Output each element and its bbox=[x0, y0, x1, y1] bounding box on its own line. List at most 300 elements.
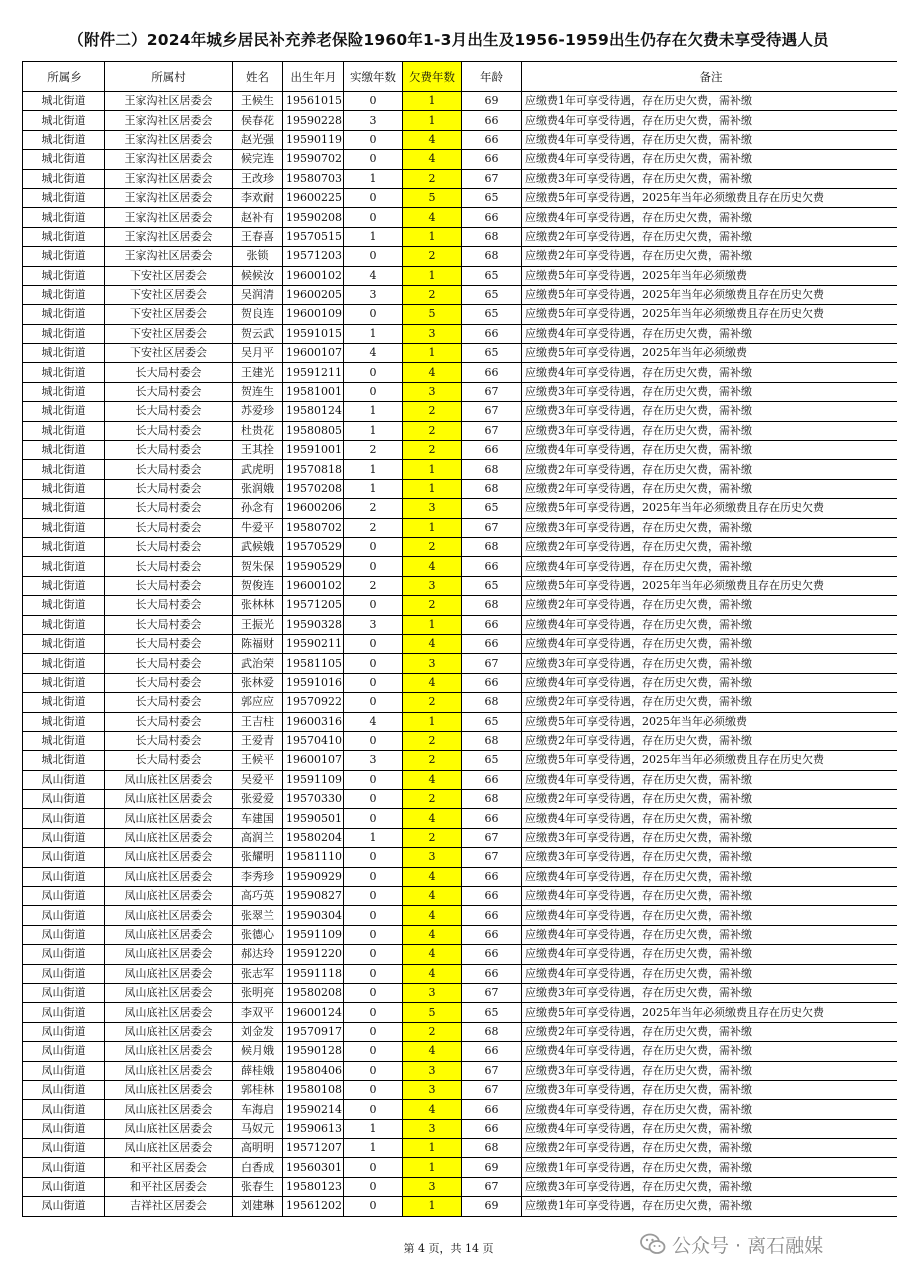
paid-years-cell: 3 bbox=[344, 285, 403, 304]
township-cell: 城北街道 bbox=[23, 363, 105, 382]
village-cell: 长大局村委会 bbox=[105, 557, 233, 576]
birth-cell: 19580703 bbox=[283, 169, 344, 188]
paid-years-cell: 0 bbox=[344, 92, 403, 111]
owed-years-cell: 3 bbox=[403, 382, 462, 401]
birth-cell: 19600205 bbox=[283, 285, 344, 304]
remarks-cell: 应缴费3年可享受待遇，存在历史欠费，需补缴 bbox=[522, 402, 897, 421]
birth-cell: 19571203 bbox=[283, 247, 344, 266]
table-row bbox=[23, 654, 897, 673]
table-row bbox=[23, 964, 897, 983]
age-cell: 65 bbox=[462, 712, 522, 731]
name-cell: 张明亮 bbox=[233, 983, 283, 1002]
table-row bbox=[23, 92, 897, 111]
township-cell: 城北街道 bbox=[23, 479, 105, 498]
name-cell: 王候平 bbox=[233, 751, 283, 770]
township-cell: 城北街道 bbox=[23, 712, 105, 731]
birth-cell: 19581001 bbox=[283, 382, 344, 401]
birth-cell: 19570818 bbox=[283, 460, 344, 479]
remarks-cell: 应缴费3年可享受待遇，存在历史欠费，需补缴 bbox=[522, 1177, 897, 1196]
remarks-cell: 应缴费2年可享受待遇，存在历史欠费，需补缴 bbox=[522, 537, 897, 556]
village-cell: 王家沟社区居委会 bbox=[105, 92, 233, 111]
name-cell: 贺良连 bbox=[233, 305, 283, 324]
township-cell: 城北街道 bbox=[23, 227, 105, 246]
birth-cell: 19590529 bbox=[283, 557, 344, 576]
owed-years-cell: 1 bbox=[403, 460, 462, 479]
owed-years-cell: 2 bbox=[403, 421, 462, 440]
owed-years-cell: 1 bbox=[403, 266, 462, 285]
age-cell: 68 bbox=[462, 460, 522, 479]
village-cell: 下安社区居委会 bbox=[105, 305, 233, 324]
birth-cell: 19591220 bbox=[283, 945, 344, 964]
birth-cell: 19590827 bbox=[283, 887, 344, 906]
remarks-cell: 应缴费1年可享受待遇，存在历史欠费，需补缴 bbox=[522, 1158, 897, 1177]
birth-cell: 19580124 bbox=[283, 402, 344, 421]
name-cell: 张志军 bbox=[233, 964, 283, 983]
paid-years-cell: 1 bbox=[344, 227, 403, 246]
table-row bbox=[23, 227, 897, 246]
remarks-cell: 应缴费4年可享受待遇，存在历史欠费，需补缴 bbox=[522, 887, 897, 906]
table-row bbox=[23, 673, 897, 692]
paid-years-cell: 0 bbox=[344, 731, 403, 750]
paid-years-cell: 0 bbox=[344, 654, 403, 673]
township-cell: 凤山街道 bbox=[23, 1197, 105, 1216]
age-cell: 67 bbox=[462, 518, 522, 537]
remarks-cell: 应缴费4年可享受待遇，存在历史欠费，需补缴 bbox=[522, 557, 897, 576]
age-cell: 66 bbox=[462, 964, 522, 983]
village-cell: 凤山底社区居委会 bbox=[105, 1003, 233, 1022]
village-cell: 王家沟社区居委会 bbox=[105, 208, 233, 227]
header-age: 年龄 bbox=[462, 62, 522, 92]
remarks-cell: 应缴费2年可享受待遇，存在历史欠费，需补缴 bbox=[522, 247, 897, 266]
township-cell: 凤山街道 bbox=[23, 848, 105, 867]
remarks-cell: 应缴费3年可享受待遇，存在历史欠费，需补缴 bbox=[522, 983, 897, 1002]
township-cell: 凤山街道 bbox=[23, 1158, 105, 1177]
village-cell: 王家沟社区居委会 bbox=[105, 227, 233, 246]
table-row bbox=[23, 324, 897, 343]
owed-years-cell: 1 bbox=[403, 111, 462, 130]
table-row bbox=[23, 150, 897, 169]
age-cell: 66 bbox=[462, 150, 522, 169]
township-cell: 城北街道 bbox=[23, 499, 105, 518]
township-cell: 城北街道 bbox=[23, 188, 105, 207]
name-cell: 王其拴 bbox=[233, 441, 283, 460]
remarks-cell: 应缴费2年可享受待遇，存在历史欠费，需补缴 bbox=[522, 227, 897, 246]
village-cell: 长大局村委会 bbox=[105, 499, 233, 518]
table-row bbox=[23, 441, 897, 460]
remarks-cell: 应缴费4年可享受待遇，存在历史欠费，需补缴 bbox=[522, 634, 897, 653]
age-cell: 68 bbox=[462, 247, 522, 266]
name-cell: 杜贵花 bbox=[233, 421, 283, 440]
owed-years-cell: 4 bbox=[403, 770, 462, 789]
header-paid-years: 实缴年数 bbox=[344, 62, 403, 92]
village-cell: 凤山底社区居委会 bbox=[105, 1080, 233, 1099]
age-cell: 66 bbox=[462, 208, 522, 227]
owed-years-cell: 5 bbox=[403, 1003, 462, 1022]
name-cell: 赵补有 bbox=[233, 208, 283, 227]
table-row bbox=[23, 867, 897, 886]
table-row bbox=[23, 557, 897, 576]
name-cell: 车建国 bbox=[233, 809, 283, 828]
name-cell: 吴月平 bbox=[233, 344, 283, 363]
township-cell: 凤山街道 bbox=[23, 1177, 105, 1196]
age-cell: 66 bbox=[462, 887, 522, 906]
township-cell: 城北街道 bbox=[23, 324, 105, 343]
header-birth: 出生年月 bbox=[283, 62, 344, 92]
birth-cell: 19570410 bbox=[283, 731, 344, 750]
table-row bbox=[23, 111, 897, 130]
birth-cell: 19591015 bbox=[283, 324, 344, 343]
age-cell: 65 bbox=[462, 576, 522, 595]
township-cell: 城北街道 bbox=[23, 460, 105, 479]
birth-cell: 19600225 bbox=[283, 188, 344, 207]
township-cell: 城北街道 bbox=[23, 208, 105, 227]
name-cell: 白香成 bbox=[233, 1158, 283, 1177]
owed-years-cell: 4 bbox=[403, 150, 462, 169]
paid-years-cell: 0 bbox=[344, 130, 403, 149]
remarks-cell: 应缴费5年可享受待遇，2025年当年必须缴费 bbox=[522, 344, 897, 363]
owed-years-cell: 2 bbox=[403, 537, 462, 556]
table-row bbox=[23, 945, 897, 964]
village-cell: 吉祥社区居委会 bbox=[105, 1197, 233, 1216]
remarks-cell: 应缴费4年可享受待遇，存在历史欠费，需补缴 bbox=[522, 945, 897, 964]
table-row bbox=[23, 809, 897, 828]
table-header-row bbox=[23, 62, 897, 92]
age-cell: 66 bbox=[462, 324, 522, 343]
paid-years-cell: 3 bbox=[344, 615, 403, 634]
age-cell: 66 bbox=[462, 130, 522, 149]
name-cell: 张春生 bbox=[233, 1177, 283, 1196]
table-row bbox=[23, 770, 897, 789]
village-cell: 凤山底社区居委会 bbox=[105, 770, 233, 789]
township-cell: 城北街道 bbox=[23, 557, 105, 576]
watermark-text: 公众号 · 离石融媒 bbox=[672, 1234, 824, 1257]
paid-years-cell: 2 bbox=[344, 576, 403, 595]
village-cell: 凤山底社区居委会 bbox=[105, 887, 233, 906]
name-cell: 张耀明 bbox=[233, 848, 283, 867]
township-cell: 城北街道 bbox=[23, 150, 105, 169]
owed-years-cell: 3 bbox=[403, 1119, 462, 1138]
township-cell: 城北街道 bbox=[23, 344, 105, 363]
age-cell: 66 bbox=[462, 615, 522, 634]
table-row bbox=[23, 208, 897, 227]
age-cell: 66 bbox=[462, 867, 522, 886]
remarks-cell: 应缴费2年可享受待遇，存在历史欠费，需补缴 bbox=[522, 693, 897, 712]
owed-years-cell: 1 bbox=[403, 1158, 462, 1177]
owed-years-cell: 2 bbox=[403, 441, 462, 460]
age-cell: 67 bbox=[462, 169, 522, 188]
township-cell: 城北街道 bbox=[23, 518, 105, 537]
birth-cell: 19580805 bbox=[283, 421, 344, 440]
age-cell: 67 bbox=[462, 382, 522, 401]
remarks-cell: 应缴费5年可享受待遇，2025年当年必须缴费且存在历史欠费 bbox=[522, 751, 897, 770]
table-row bbox=[23, 382, 897, 401]
village-cell: 下安社区居委会 bbox=[105, 324, 233, 343]
village-cell: 长大局村委会 bbox=[105, 441, 233, 460]
village-cell: 下安社区居委会 bbox=[105, 285, 233, 304]
birth-cell: 19590328 bbox=[283, 615, 344, 634]
remarks-cell: 应缴费4年可享受待遇，存在历史欠费，需补缴 bbox=[522, 130, 897, 149]
header-owed-years: 欠费年数 bbox=[403, 62, 462, 92]
table-row bbox=[23, 421, 897, 440]
age-cell: 68 bbox=[462, 731, 522, 750]
table-row bbox=[23, 1119, 897, 1138]
age-cell: 68 bbox=[462, 790, 522, 809]
owed-years-cell: 3 bbox=[403, 1061, 462, 1080]
township-cell: 凤山街道 bbox=[23, 867, 105, 886]
paid-years-cell: 1 bbox=[344, 421, 403, 440]
township-cell: 城北街道 bbox=[23, 731, 105, 750]
birth-cell: 19591016 bbox=[283, 673, 344, 692]
paid-years-cell: 0 bbox=[344, 693, 403, 712]
birth-cell: 19590208 bbox=[283, 208, 344, 227]
name-cell: 张锁 bbox=[233, 247, 283, 266]
name-cell: 王候生 bbox=[233, 92, 283, 111]
birth-cell: 19590119 bbox=[283, 130, 344, 149]
owed-years-cell: 4 bbox=[403, 634, 462, 653]
owed-years-cell: 4 bbox=[403, 945, 462, 964]
village-cell: 凤山底社区居委会 bbox=[105, 964, 233, 983]
owed-years-cell: 1 bbox=[403, 344, 462, 363]
age-cell: 68 bbox=[462, 227, 522, 246]
village-cell: 长大局村委会 bbox=[105, 460, 233, 479]
age-cell: 67 bbox=[462, 1080, 522, 1099]
birth-cell: 19600109 bbox=[283, 305, 344, 324]
table-row bbox=[23, 305, 897, 324]
name-cell: 贺连生 bbox=[233, 382, 283, 401]
township-cell: 凤山街道 bbox=[23, 925, 105, 944]
birth-cell: 19581105 bbox=[283, 654, 344, 673]
name-cell: 吴爱平 bbox=[233, 770, 283, 789]
age-cell: 67 bbox=[462, 848, 522, 867]
remarks-cell: 应缴费5年可享受待遇，2025年当年必须缴费 bbox=[522, 266, 897, 285]
table-row bbox=[23, 344, 897, 363]
owed-years-cell: 3 bbox=[403, 324, 462, 343]
township-cell: 城北街道 bbox=[23, 634, 105, 653]
township-cell: 凤山街道 bbox=[23, 809, 105, 828]
age-cell: 67 bbox=[462, 1061, 522, 1080]
remarks-cell: 应缴费3年可享受待遇，存在历史欠费，需补缴 bbox=[522, 828, 897, 847]
paid-years-cell: 0 bbox=[344, 945, 403, 964]
owed-years-cell: 5 bbox=[403, 305, 462, 324]
owed-years-cell: 3 bbox=[403, 576, 462, 595]
name-cell: 高巧英 bbox=[233, 887, 283, 906]
table-row bbox=[23, 518, 897, 537]
birth-cell: 19590228 bbox=[283, 111, 344, 130]
birth-cell: 19580208 bbox=[283, 983, 344, 1002]
table-row bbox=[23, 828, 897, 847]
village-cell: 长大局村委会 bbox=[105, 518, 233, 537]
name-cell: 侯春花 bbox=[233, 111, 283, 130]
township-cell: 城北街道 bbox=[23, 421, 105, 440]
birth-cell: 19570208 bbox=[283, 479, 344, 498]
village-cell: 长大局村委会 bbox=[105, 673, 233, 692]
table-row bbox=[23, 1177, 897, 1196]
table-row bbox=[23, 130, 897, 149]
township-cell: 凤山街道 bbox=[23, 1100, 105, 1119]
table-row bbox=[23, 576, 897, 595]
birth-cell: 19600107 bbox=[283, 344, 344, 363]
age-cell: 65 bbox=[462, 499, 522, 518]
township-cell: 城北街道 bbox=[23, 441, 105, 460]
township-cell: 城北街道 bbox=[23, 751, 105, 770]
remarks-cell: 应缴费3年可享受待遇，存在历史欠费，需补缴 bbox=[522, 169, 897, 188]
township-cell: 凤山街道 bbox=[23, 906, 105, 925]
remarks-cell: 应缴费5年可享受待遇，2025年当年必须缴费 bbox=[522, 712, 897, 731]
name-cell: 贺云武 bbox=[233, 324, 283, 343]
name-cell: 郭桂林 bbox=[233, 1080, 283, 1099]
age-cell: 66 bbox=[462, 634, 522, 653]
birth-cell: 19590501 bbox=[283, 809, 344, 828]
paid-years-cell: 0 bbox=[344, 1197, 403, 1216]
name-cell: 候候汝 bbox=[233, 266, 283, 285]
owed-years-cell: 4 bbox=[403, 867, 462, 886]
birth-cell: 19570529 bbox=[283, 537, 344, 556]
table-row bbox=[23, 499, 897, 518]
remarks-cell: 应缴费3年可享受待遇，存在历史欠费，需补缴 bbox=[522, 518, 897, 537]
owed-years-cell: 4 bbox=[403, 887, 462, 906]
owed-years-cell: 3 bbox=[403, 1080, 462, 1099]
owed-years-cell: 3 bbox=[403, 499, 462, 518]
remarks-cell: 应缴费4年可享受待遇，存在历史欠费，需补缴 bbox=[522, 208, 897, 227]
owed-years-cell: 3 bbox=[403, 654, 462, 673]
remarks-cell: 应缴费2年可享受待遇，存在历史欠费，需补缴 bbox=[522, 1139, 897, 1158]
age-cell: 65 bbox=[462, 751, 522, 770]
township-cell: 城北街道 bbox=[23, 305, 105, 324]
village-cell: 凤山底社区居委会 bbox=[105, 945, 233, 964]
owed-years-cell: 2 bbox=[403, 693, 462, 712]
paid-years-cell: 0 bbox=[344, 1061, 403, 1080]
paid-years-cell: 0 bbox=[344, 537, 403, 556]
table-row bbox=[23, 537, 897, 556]
township-cell: 城北街道 bbox=[23, 615, 105, 634]
age-cell: 65 bbox=[462, 344, 522, 363]
owed-years-cell: 4 bbox=[403, 208, 462, 227]
owed-years-cell: 4 bbox=[403, 906, 462, 925]
owed-years-cell: 2 bbox=[403, 828, 462, 847]
table-row bbox=[23, 693, 897, 712]
table-row bbox=[23, 751, 897, 770]
paid-years-cell: 0 bbox=[344, 1177, 403, 1196]
table-row bbox=[23, 983, 897, 1002]
age-cell: 67 bbox=[462, 654, 522, 673]
table-row bbox=[23, 169, 897, 188]
age-cell: 66 bbox=[462, 809, 522, 828]
owed-years-cell: 4 bbox=[403, 964, 462, 983]
paid-years-cell: 0 bbox=[344, 150, 403, 169]
table-row bbox=[23, 285, 897, 304]
remarks-cell: 应缴费3年可享受待遇，存在历史欠费，需补缴 bbox=[522, 1080, 897, 1099]
table-row bbox=[23, 1158, 897, 1177]
paid-years-cell: 1 bbox=[344, 1119, 403, 1138]
name-cell: 吴润清 bbox=[233, 285, 283, 304]
name-cell: 郭应应 bbox=[233, 693, 283, 712]
age-cell: 66 bbox=[462, 363, 522, 382]
remarks-cell: 应缴费4年可享受待遇，存在历史欠费，需补缴 bbox=[522, 1119, 897, 1138]
birth-cell: 19600102 bbox=[283, 266, 344, 285]
remarks-cell: 应缴费4年可享受待遇，存在历史欠费，需补缴 bbox=[522, 964, 897, 983]
village-cell: 王家沟社区居委会 bbox=[105, 169, 233, 188]
remarks-cell: 应缴费5年可享受待遇，2025年当年必须缴费且存在历史欠费 bbox=[522, 499, 897, 518]
name-cell: 候完连 bbox=[233, 150, 283, 169]
village-cell: 凤山底社区居委会 bbox=[105, 809, 233, 828]
name-cell: 张林林 bbox=[233, 596, 283, 615]
name-cell: 李秀珍 bbox=[233, 867, 283, 886]
owed-years-cell: 1 bbox=[403, 92, 462, 111]
village-cell: 长大局村委会 bbox=[105, 693, 233, 712]
remarks-cell: 应缴费4年可享受待遇，存在历史欠费，需补缴 bbox=[522, 1042, 897, 1061]
name-cell: 贺俊连 bbox=[233, 576, 283, 595]
age-cell: 66 bbox=[462, 770, 522, 789]
remarks-cell: 应缴费4年可享受待遇，存在历史欠费，需补缴 bbox=[522, 770, 897, 789]
paid-years-cell: 0 bbox=[344, 848, 403, 867]
paid-years-cell: 0 bbox=[344, 1100, 403, 1119]
name-cell: 张林爱 bbox=[233, 673, 283, 692]
paid-years-cell: 0 bbox=[344, 673, 403, 692]
township-cell: 城北街道 bbox=[23, 537, 105, 556]
village-cell: 长大局村委会 bbox=[105, 382, 233, 401]
paid-years-cell: 1 bbox=[344, 169, 403, 188]
header-village: 所属村 bbox=[105, 62, 233, 92]
birth-cell: 19600102 bbox=[283, 576, 344, 595]
owed-years-cell: 1 bbox=[403, 479, 462, 498]
township-cell: 城北街道 bbox=[23, 693, 105, 712]
paid-years-cell: 0 bbox=[344, 964, 403, 983]
table-row bbox=[23, 634, 897, 653]
table-row bbox=[23, 1197, 897, 1216]
name-cell: 王振光 bbox=[233, 615, 283, 634]
paid-years-cell: 0 bbox=[344, 596, 403, 615]
age-cell: 66 bbox=[462, 441, 522, 460]
header-remarks: 备注 bbox=[522, 62, 897, 92]
name-cell: 高明明 bbox=[233, 1139, 283, 1158]
age-cell: 68 bbox=[462, 1139, 522, 1158]
birth-cell: 19591109 bbox=[283, 770, 344, 789]
paid-years-cell: 0 bbox=[344, 382, 403, 401]
village-cell: 凤山底社区居委会 bbox=[105, 1139, 233, 1158]
paid-years-cell: 0 bbox=[344, 305, 403, 324]
township-cell: 凤山街道 bbox=[23, 887, 105, 906]
owed-years-cell: 4 bbox=[403, 557, 462, 576]
birth-cell: 19590613 bbox=[283, 1119, 344, 1138]
name-cell: 武治荣 bbox=[233, 654, 283, 673]
township-cell: 凤山街道 bbox=[23, 1139, 105, 1158]
table-row bbox=[23, 712, 897, 731]
paid-years-cell: 4 bbox=[344, 344, 403, 363]
remarks-cell: 应缴费2年可享受待遇，存在历史欠费，需补缴 bbox=[522, 790, 897, 809]
remarks-cell: 应缴费3年可享受待遇，存在历史欠费，需补缴 bbox=[522, 382, 897, 401]
remarks-cell: 应缴费3年可享受待遇，存在历史欠费，需补缴 bbox=[522, 421, 897, 440]
village-cell: 凤山底社区居委会 bbox=[105, 848, 233, 867]
paid-years-cell: 0 bbox=[344, 790, 403, 809]
table-row bbox=[23, 615, 897, 634]
age-cell: 66 bbox=[462, 557, 522, 576]
village-cell: 长大局村委会 bbox=[105, 751, 233, 770]
village-cell: 下安社区居委会 bbox=[105, 344, 233, 363]
age-cell: 68 bbox=[462, 1022, 522, 1041]
name-cell: 张润娥 bbox=[233, 479, 283, 498]
owed-years-cell: 1 bbox=[403, 1197, 462, 1216]
township-cell: 凤山街道 bbox=[23, 1003, 105, 1022]
birth-cell: 19571205 bbox=[283, 596, 344, 615]
birth-cell: 19570330 bbox=[283, 790, 344, 809]
remarks-cell: 应缴费5年可享受待遇，2025年当年必须缴费且存在历史欠费 bbox=[522, 305, 897, 324]
village-cell: 王家沟社区居委会 bbox=[105, 150, 233, 169]
village-cell: 长大局村委会 bbox=[105, 421, 233, 440]
table-row bbox=[23, 887, 897, 906]
remarks-cell: 应缴费1年可享受待遇，存在历史欠费，需补缴 bbox=[522, 1197, 897, 1216]
village-cell: 凤山底社区居委会 bbox=[105, 983, 233, 1002]
paid-years-cell: 2 bbox=[344, 499, 403, 518]
